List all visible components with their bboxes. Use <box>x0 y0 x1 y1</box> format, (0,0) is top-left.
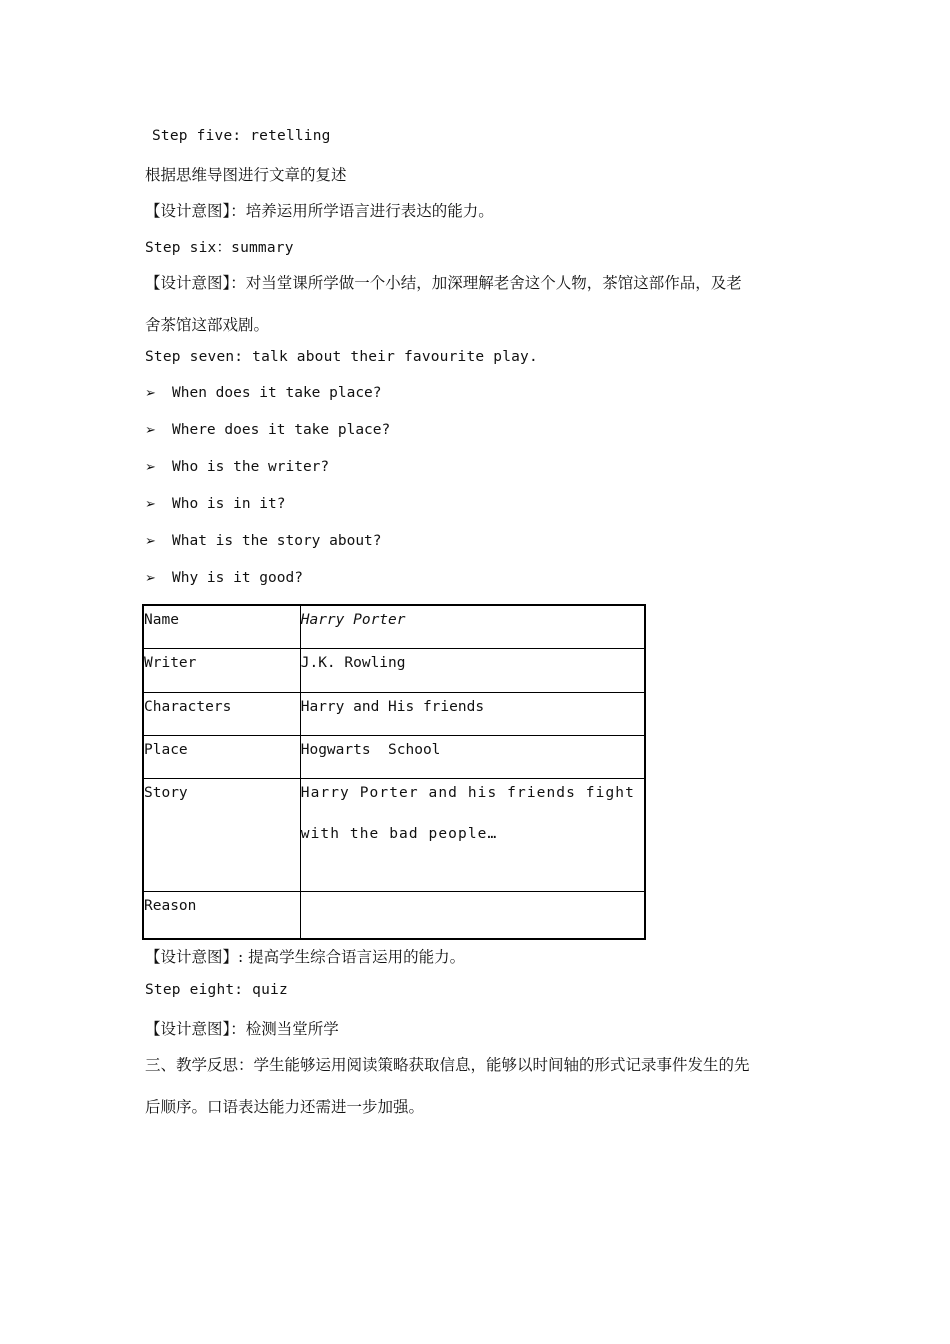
list-item: ➢ Who is in it? <box>145 496 286 512</box>
table-cell-label: Characters <box>143 692 300 735</box>
list-item: ➢ Who is the writer? <box>145 459 330 475</box>
arrow-bullet-icon: ➢ <box>145 571 156 586</box>
design-intent-3: 【设计意图】: 提高学生综合语言运用的能力。 <box>145 948 466 966</box>
list-item: ➢ When does it take place? <box>145 385 382 401</box>
table-cell-value <box>300 891 645 939</box>
list-item: ➢ Why is it good? <box>145 570 303 586</box>
arrow-bullet-icon: ➢ <box>145 423 156 438</box>
table-cell-value: J.K. Rowling <box>300 648 645 692</box>
step-five-description: 根据思维导图进行文章的复述 <box>145 166 347 184</box>
arrow-bullet-icon: ➢ <box>145 460 156 475</box>
step-eight-heading: Step eight: quiz <box>145 982 288 998</box>
list-item: ➢ What is the story about? <box>145 533 382 549</box>
table-row <box>143 692 645 735</box>
table-cell-label: Story <box>143 778 300 891</box>
table-row <box>143 891 645 939</box>
story-text: Harry Porter and his friends fight with the bad people… <box>300 784 635 842</box>
table-cell-value: Harry and His friends <box>300 692 645 735</box>
design-intent-1: 【设计意图】：培养运用所学语言进行表达的能力。 <box>145 202 494 220</box>
table-cell-value: Harry Porter <box>300 605 645 648</box>
design-intent-2-line1: 【设计意图】：对当堂课所学做一个小结，加深理解老舍这个人物，茶馆这部作品，及老 <box>145 274 742 292</box>
table-cell-label: Name <box>143 605 300 648</box>
table-row <box>143 778 645 891</box>
step-five-heading: Step five: retelling <box>152 128 331 144</box>
list-item: ➢ Where does it take place? <box>145 422 391 438</box>
design-intent-2-line2: 舍茶馆这部戏剧。 <box>145 316 270 334</box>
table-cell-label: Reason <box>143 891 300 939</box>
step-seven-heading: Step seven: talk about their favourite play. <box>145 349 538 365</box>
teaching-reflection-line2: 后顺序。口语表达能力还需进一步加强。 <box>145 1098 425 1116</box>
design-intent-4: 【设计意图】：检测当堂所学 <box>145 1020 339 1038</box>
favourite-play-table <box>142 604 646 940</box>
table-cell-value <box>300 778 645 891</box>
arrow-bullet-icon: ➢ <box>145 534 156 549</box>
arrow-bullet-icon: ➢ <box>145 497 156 512</box>
table-cell-value: Hogwarts School <box>300 735 645 778</box>
teaching-reflection-line1: 三、教学反思：学生能够运用阅读策略获取信息，能够以时间轴的形式记录事件发生的先 <box>145 1056 750 1074</box>
table-cell-label: Writer <box>143 648 300 692</box>
step-six-heading: Step six：summary <box>145 240 294 256</box>
table-row <box>143 605 645 648</box>
table-cell-label: Place <box>143 735 300 778</box>
arrow-bullet-icon: ➢ <box>145 386 156 401</box>
table-row <box>143 648 645 692</box>
